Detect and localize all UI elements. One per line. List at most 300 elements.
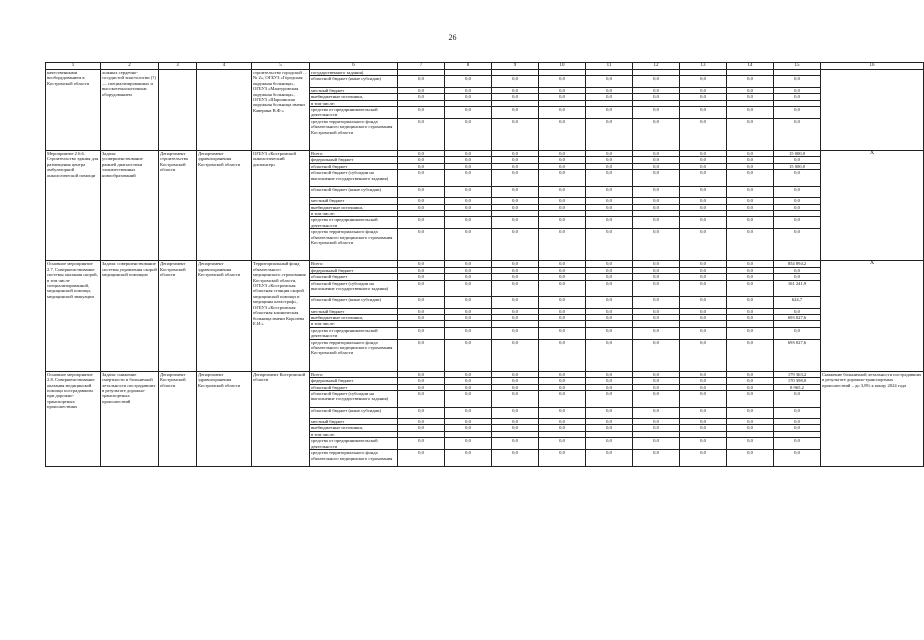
amount-cell: 0,0 bbox=[633, 438, 680, 450]
funding-source-label: местный бюджет bbox=[310, 308, 398, 314]
funding-source-label: государственного задания) bbox=[310, 70, 398, 76]
task-cell: ложных сердечно-сосудистой эпистологии (?) — специализированных и высокотехнологичным оборудованием bbox=[101, 70, 159, 151]
page-number: 26 bbox=[448, 33, 457, 42]
amount-cell: 0,0 bbox=[492, 384, 539, 390]
amount-cell: 0,0 bbox=[633, 261, 680, 267]
amount-cell: 0,0 bbox=[774, 419, 821, 425]
activity-name-cell: качественными вооборудованием в Костромской области bbox=[46, 70, 101, 151]
amount-cell: 0,0 bbox=[680, 76, 727, 87]
amount-cell: 0,0 bbox=[492, 339, 539, 371]
amount-cell: 0,0 bbox=[774, 391, 821, 408]
amount-cell: 0,0 bbox=[633, 371, 680, 377]
amount-cell: 0,0 bbox=[727, 339, 774, 371]
funding-source-label: средства от предпринимательской деятельности bbox=[310, 438, 398, 450]
funding-source-label: областной бюджет (иные субсидии) bbox=[310, 297, 398, 308]
amount-cell: 624,7 bbox=[774, 297, 821, 308]
amount-cell: 0,0 bbox=[680, 107, 727, 119]
funding-source-label: областной бюджет (субсидии на выполнение государственного задания) bbox=[310, 170, 398, 187]
column-number: 1 bbox=[46, 63, 101, 70]
amount-cell: 0,0 bbox=[398, 407, 445, 418]
amount-cell: 0,0 bbox=[492, 118, 539, 150]
amount-cell: 0,0 bbox=[586, 438, 633, 450]
funding-source-label: областной бюджет (субсидии на выполнение государственного задания) bbox=[310, 391, 398, 408]
amount-cell: 0,0 bbox=[633, 391, 680, 408]
amount-cell: 0,0 bbox=[398, 151, 445, 157]
amount-cell: 15 000,0 bbox=[774, 151, 821, 157]
amount-cell: 0,0 bbox=[727, 274, 774, 280]
amount-cell: 0,0 bbox=[586, 157, 633, 163]
amount-cell: 0,0 bbox=[633, 229, 680, 261]
amount-cell: 0,0 bbox=[539, 76, 586, 87]
amount-cell: 0,0 bbox=[492, 204, 539, 210]
amount-cell: 0,0 bbox=[633, 198, 680, 204]
amount-cell: 0,0 bbox=[445, 151, 492, 157]
coexecutor-cell: Департамент здравоохранения Костромской области bbox=[197, 261, 252, 371]
amount-cell: 0,0 bbox=[492, 327, 539, 339]
column-number: 3 bbox=[159, 63, 197, 70]
amount-cell: 0,0 bbox=[586, 151, 633, 157]
amount-cell: 0,0 bbox=[727, 76, 774, 87]
amount-cell: 0,0 bbox=[680, 198, 727, 204]
amount-cell: 0,0 bbox=[586, 378, 633, 384]
amount-cell: 693 027,6 bbox=[774, 339, 821, 371]
funding-source-label: средства от предпринимательской деятельности bbox=[310, 327, 398, 339]
amount-cell: 0,0 bbox=[539, 107, 586, 119]
task-cell: Задача: усовершенствование рамней диагностики злокачественных новообразований bbox=[101, 151, 159, 261]
amount-cell: 0,0 bbox=[539, 198, 586, 204]
amount-cell: 0,0 bbox=[727, 327, 774, 339]
amount-cell: 0,0 bbox=[398, 204, 445, 210]
amount-cell: 0,0 bbox=[586, 118, 633, 150]
task-cell: Задача: совершенствование системы управления скорой медицинской помощью bbox=[101, 261, 159, 371]
expected-result-cell: X bbox=[821, 261, 924, 371]
amount-cell: 0,0 bbox=[539, 407, 586, 418]
amount-cell: 0,0 bbox=[445, 94, 492, 100]
funding-source-label: внебюджетные источники, bbox=[310, 94, 398, 100]
amount-cell: 0,0 bbox=[680, 157, 727, 163]
amount-cell: 0,0 bbox=[727, 280, 774, 297]
amount-cell: 0,0 bbox=[398, 274, 445, 280]
expected-result-cell: Снижение больничной летальности пострадавших в результате дорожно-транспортных происшествий – до 3,8% к концу 2024 года bbox=[821, 371, 924, 466]
amount-cell: 0,0 bbox=[586, 87, 633, 93]
amount-cell: 0,0 bbox=[633, 425, 680, 431]
amount-cell: 0,0 bbox=[774, 107, 821, 119]
participants-cell: строительство городской … № 2», ОГБУЗ «Городская окружная больница», ОГБУЗ «Мантуровская окружная больница», ОГБУЗ «Шарьинская окружная больница имени Каверина В.Ф.» bbox=[252, 70, 310, 151]
amount-cell: 0,0 bbox=[586, 308, 633, 314]
amount-cell: 0,0 bbox=[539, 391, 586, 408]
amount-cell: 0,0 bbox=[774, 450, 821, 467]
amount-cell: 0,0 bbox=[492, 151, 539, 157]
amount-cell: 0,0 bbox=[539, 157, 586, 163]
amount-cell: 0,0 bbox=[680, 315, 727, 321]
funding-source-label: областной бюджет (субсидии на выполнение государственного задания) bbox=[310, 280, 398, 297]
amount-cell: 0,0 bbox=[727, 217, 774, 229]
amount-cell: 0,0 bbox=[492, 371, 539, 377]
amount-cell: 0,0 bbox=[492, 267, 539, 273]
amount-cell: 0,0 bbox=[445, 327, 492, 339]
amount-cell: 0,0 bbox=[492, 425, 539, 431]
amount-cell: 0,0 bbox=[633, 339, 680, 371]
funding-source-label: областной бюджет (иные субсидии) bbox=[310, 186, 398, 197]
amount-cell: 0,0 bbox=[586, 217, 633, 229]
amount-cell: 0,0 bbox=[680, 391, 727, 408]
funding-source-label: областной бюджет (иные субсидии) bbox=[310, 407, 398, 418]
amount-cell: 0,0 bbox=[398, 308, 445, 314]
amount-cell: 0,0 bbox=[539, 438, 586, 450]
amount-cell: 0,0 bbox=[774, 186, 821, 197]
amount-cell: 0,0 bbox=[398, 339, 445, 371]
amount-cell: 0,0 bbox=[398, 384, 445, 390]
amount-cell: 0,0 bbox=[586, 297, 633, 308]
amount-cell: 0,0 bbox=[398, 229, 445, 261]
amount-cell: 0,0 bbox=[727, 118, 774, 150]
amount-cell: 0,0 bbox=[633, 327, 680, 339]
amount-cell: 0,0 bbox=[727, 204, 774, 210]
amount-cell: 0,0 bbox=[586, 315, 633, 321]
amount-cell: 0,0 bbox=[398, 186, 445, 197]
amount-cell: 0,0 bbox=[539, 308, 586, 314]
amount-cell: 0,0 bbox=[586, 267, 633, 273]
amount-cell: 0,0 bbox=[445, 87, 492, 93]
amount-cell: 0,0 bbox=[727, 297, 774, 308]
amount-cell: 0,0 bbox=[492, 229, 539, 261]
amount-cell: 0,0 bbox=[398, 391, 445, 408]
amount-cell: 0,0 bbox=[492, 163, 539, 169]
amount-cell: 0,0 bbox=[492, 87, 539, 93]
amount-cell: 179 363,2 bbox=[774, 371, 821, 377]
amount-cell: 15 000,0 bbox=[774, 163, 821, 169]
amount-cell: 0,0 bbox=[398, 438, 445, 450]
funding-source-label: внебюджетные источники, bbox=[310, 204, 398, 210]
amount-cell: 0,0 bbox=[727, 163, 774, 169]
amount-cell: 8 965,2 bbox=[774, 384, 821, 390]
amount-cell: 0,0 bbox=[633, 107, 680, 119]
amount-cell: 0,0 bbox=[633, 118, 680, 150]
amount-cell: 0,0 bbox=[586, 419, 633, 425]
amount-cell: 0,0 bbox=[445, 170, 492, 187]
amount-cell: 0,0 bbox=[727, 170, 774, 187]
expected-result-cell bbox=[821, 70, 924, 151]
amount-cell: 0,0 bbox=[680, 261, 727, 267]
amount-cell: 0,0 bbox=[680, 378, 727, 384]
funding-source-label: областной бюджет (иные субсидии) bbox=[310, 76, 398, 87]
amount-cell: 0,0 bbox=[680, 327, 727, 339]
amount-cell: 0,0 bbox=[539, 163, 586, 169]
amount-cell: 0,0 bbox=[539, 151, 586, 157]
amount-cell: 0,0 bbox=[774, 94, 821, 100]
amount-cell: 0,0 bbox=[539, 384, 586, 390]
amount-cell: 0,0 bbox=[445, 229, 492, 261]
column-number: 2 bbox=[101, 63, 159, 70]
amount-cell: 0,0 bbox=[680, 217, 727, 229]
participants-cell: Департамент Костромской области bbox=[252, 371, 310, 466]
amount-cell: 0,0 bbox=[445, 107, 492, 119]
column-number: 16 bbox=[821, 63, 924, 70]
amount-cell: 0,0 bbox=[680, 267, 727, 273]
amount-cell: 0,0 bbox=[492, 170, 539, 187]
amount-cell: 0,0 bbox=[492, 280, 539, 297]
funding-source-label: в том числе: bbox=[310, 100, 398, 106]
column-number: 7 bbox=[398, 63, 445, 70]
budget-table bbox=[45, 62, 924, 467]
coexecutor-cell bbox=[197, 70, 252, 151]
amount-cell: 0,0 bbox=[633, 378, 680, 384]
amount-cell: 0,0 bbox=[539, 170, 586, 187]
amount-cell: 0,0 bbox=[727, 261, 774, 267]
amount-cell: 0,0 bbox=[398, 280, 445, 297]
amount-cell: 0,0 bbox=[539, 118, 586, 150]
funding-source-label: средства территориального фонда обязательного медицинского страхования Костромской области bbox=[310, 118, 398, 150]
amount-cell: 0,0 bbox=[586, 280, 633, 297]
amount-cell: 0,0 bbox=[492, 450, 539, 467]
column-number: 15 bbox=[774, 63, 821, 70]
amount-cell: 0,0 bbox=[398, 107, 445, 119]
funding-source-label: средства территориального фонда обязательного медицинского страхования Костромской области bbox=[310, 339, 398, 371]
amount-cell: 0,0 bbox=[727, 315, 774, 321]
amount-cell: 0,0 bbox=[680, 297, 727, 308]
amount-cell: 0,0 bbox=[586, 198, 633, 204]
amount-cell: 0,0 bbox=[586, 384, 633, 390]
amount-cell: 0,0 bbox=[727, 87, 774, 93]
amount-cell: 0,0 bbox=[586, 339, 633, 371]
funding-source-label: местный бюджет bbox=[310, 419, 398, 425]
amount-cell: 0,0 bbox=[727, 186, 774, 197]
funding-source-label: в том числе: bbox=[310, 321, 398, 327]
amount-cell: 0,0 bbox=[539, 327, 586, 339]
amount-cell: 0,0 bbox=[492, 407, 539, 418]
amount-cell: 0,0 bbox=[398, 267, 445, 273]
amount-cell: 0,0 bbox=[680, 425, 727, 431]
amount-cell: 0,0 bbox=[445, 157, 492, 163]
amount-cell: 0,0 bbox=[398, 371, 445, 377]
amount-cell: 0,0 bbox=[633, 450, 680, 467]
amount-cell: 0,0 bbox=[398, 94, 445, 100]
amount-cell: 0,0 bbox=[727, 419, 774, 425]
amount-cell: 0,0 bbox=[633, 384, 680, 390]
amount-cell: 0,0 bbox=[445, 297, 492, 308]
amount-cell: 0,0 bbox=[727, 450, 774, 467]
amount-cell: 0,0 bbox=[633, 94, 680, 100]
amount-cell: 0,0 bbox=[492, 391, 539, 408]
amount-cell: 0,0 bbox=[445, 118, 492, 150]
amount-cell: 0,0 bbox=[492, 157, 539, 163]
amount-cell: 0,0 bbox=[680, 419, 727, 425]
amount-cell: 0,0 bbox=[539, 204, 586, 210]
amount-cell: 0,0 bbox=[680, 280, 727, 297]
amount-cell: 0,0 bbox=[445, 315, 492, 321]
amount-cell: 0,0 bbox=[633, 204, 680, 210]
executor-cell: Департамент Костромской области bbox=[159, 371, 197, 466]
amount-cell: 0,0 bbox=[539, 419, 586, 425]
amount-cell: 0,0 bbox=[633, 274, 680, 280]
amount-cell: 0,0 bbox=[774, 217, 821, 229]
amount-cell: 0,0 bbox=[586, 204, 633, 210]
amount-cell: 0,0 bbox=[774, 308, 821, 314]
amount-cell: 0,0 bbox=[445, 425, 492, 431]
amount-cell: 0,0 bbox=[398, 157, 445, 163]
amount-cell: 0,0 bbox=[398, 76, 445, 87]
amount-cell: 693 027,6 bbox=[774, 315, 821, 321]
amount-cell: 0,0 bbox=[445, 391, 492, 408]
amount-cell: 0,0 bbox=[633, 297, 680, 308]
amount-cell: 0,0 bbox=[633, 308, 680, 314]
coexecutor-cell: Департамент здравоохранения Костромской области bbox=[197, 151, 252, 261]
amount-cell: 0,0 bbox=[539, 229, 586, 261]
amount-cell: 0,0 bbox=[492, 297, 539, 308]
participants-cell: Территориальный фонд обязательного медицинского страхования Костромской области, ОГБУЗ «Костромская областная станция скорой медицинской помощи и медицины катастроф», ОГБУЗ «Костромская областная клиническая больница имени Королева Е.И.» bbox=[252, 261, 310, 371]
funding-source-label: федеральный бюджет bbox=[310, 378, 398, 384]
amount-cell: 0,0 bbox=[398, 315, 445, 321]
amount-cell: 0,0 bbox=[680, 204, 727, 210]
amount-cell: 0,0 bbox=[633, 157, 680, 163]
amount-cell: 0,0 bbox=[727, 267, 774, 273]
amount-cell: 0,0 bbox=[774, 170, 821, 187]
task-cell: Задача: снижение смертности и больничной летальности пострадавших в результате дорожно-транспортных происшествий bbox=[101, 371, 159, 466]
amount-cell: 0,0 bbox=[586, 170, 633, 187]
amount-cell: 0,0 bbox=[774, 267, 821, 273]
amount-cell: 0,0 bbox=[774, 407, 821, 418]
amount-cell: 0,0 bbox=[680, 407, 727, 418]
amount-cell: 0,0 bbox=[727, 407, 774, 418]
amount-cell: 0,0 bbox=[774, 157, 821, 163]
amount-cell: 0,0 bbox=[445, 308, 492, 314]
amount-cell: 0,0 bbox=[680, 163, 727, 169]
funding-source-label: в том числе: bbox=[310, 431, 398, 437]
funding-source-label: средства от предпринимательской деятельности bbox=[310, 217, 398, 229]
amount-cell: 0,0 bbox=[633, 170, 680, 187]
amount-cell: 0,0 bbox=[774, 198, 821, 204]
amount-cell: 0,0 bbox=[727, 157, 774, 163]
funding-source-label: Всего: bbox=[310, 261, 398, 267]
amount-cell: 0,0 bbox=[633, 280, 680, 297]
amount-cell: 0,0 bbox=[680, 151, 727, 157]
amount-cell: 0,0 bbox=[727, 94, 774, 100]
amount-cell: 0,0 bbox=[774, 118, 821, 150]
amount-cell: 0,0 bbox=[727, 229, 774, 261]
amount-cell: 0,0 bbox=[633, 217, 680, 229]
amount-cell: 0,0 bbox=[586, 450, 633, 467]
funding-source-label: средства территориального фонда обязательного медицинского страхования Костромской области bbox=[310, 229, 398, 261]
amount-cell: 0,0 bbox=[633, 87, 680, 93]
amount-cell: 0,0 bbox=[633, 407, 680, 418]
amount-cell: 0,0 bbox=[774, 327, 821, 339]
amount-cell: 0,0 bbox=[398, 425, 445, 431]
executor-cell bbox=[159, 70, 197, 151]
funding-source-label: средства территориального фонда обязательного медицинского страхования bbox=[310, 450, 398, 467]
amount-cell: 0,0 bbox=[539, 378, 586, 384]
column-number: 8 bbox=[445, 63, 492, 70]
column-number: 11 bbox=[586, 63, 633, 70]
funding-source-label: Всего: bbox=[310, 151, 398, 157]
funding-source-label: областной бюджет bbox=[310, 274, 398, 280]
amount-cell: 0,0 bbox=[539, 339, 586, 371]
column-number: 4 bbox=[197, 63, 252, 70]
column-number: 9 bbox=[492, 63, 539, 70]
amount-cell: 0,0 bbox=[398, 327, 445, 339]
executor-cell: Департамент строительства Костромской области bbox=[159, 151, 197, 261]
amount-cell: 0,0 bbox=[445, 339, 492, 371]
amount-cell: 0,0 bbox=[774, 438, 821, 450]
amount-cell: 0,0 bbox=[586, 425, 633, 431]
amount-cell: 0,0 bbox=[586, 327, 633, 339]
funding-source-label: областной бюджет bbox=[310, 384, 398, 390]
amount-cell: 0,0 bbox=[445, 76, 492, 87]
amount-cell: 0,0 bbox=[445, 371, 492, 377]
amount-cell: 0,0 bbox=[398, 419, 445, 425]
expected-result-cell: X bbox=[821, 151, 924, 261]
amount-cell: 0,0 bbox=[633, 315, 680, 321]
amount-cell: 0,0 bbox=[774, 274, 821, 280]
amount-cell: 0,0 bbox=[398, 217, 445, 229]
amount-cell: 0,0 bbox=[539, 274, 586, 280]
amount-cell: 0,0 bbox=[586, 274, 633, 280]
amount-cell: 0,0 bbox=[774, 229, 821, 261]
amount-cell: 0,0 bbox=[539, 280, 586, 297]
amount-cell: 0,0 bbox=[727, 308, 774, 314]
amount-cell: 0,0 bbox=[727, 391, 774, 408]
amount-cell: 0,0 bbox=[445, 450, 492, 467]
amount-cell: 0,0 bbox=[680, 339, 727, 371]
amount-cell: 0,0 bbox=[727, 384, 774, 390]
table-body bbox=[46, 63, 924, 467]
coexecutor-cell: Департамент здравоохранения Костромской области bbox=[197, 371, 252, 466]
funding-source-label: местный бюджет bbox=[310, 87, 398, 93]
amount-cell: 0,0 bbox=[539, 87, 586, 93]
amount-cell: 0,0 bbox=[445, 198, 492, 204]
amount-cell: 0,0 bbox=[633, 186, 680, 197]
amount-cell: 0,0 bbox=[539, 186, 586, 197]
column-number: 14 bbox=[727, 63, 774, 70]
column-number-row bbox=[46, 63, 924, 70]
participants-cell: ОГБУЗ «Костромской онкологический диспансер» bbox=[252, 151, 310, 261]
amount-cell: 0,0 bbox=[633, 267, 680, 273]
amount-cell: 0,0 bbox=[539, 217, 586, 229]
amount-cell: 0,0 bbox=[727, 378, 774, 384]
amount-cell: 0,0 bbox=[539, 267, 586, 273]
amount-cell: 0,0 bbox=[398, 297, 445, 308]
amount-cell: 0,0 bbox=[586, 186, 633, 197]
amount-cell: 0,0 bbox=[492, 274, 539, 280]
amount-cell: 0,0 bbox=[539, 94, 586, 100]
amount-cell: 0,0 bbox=[586, 407, 633, 418]
amount-cell: 0,0 bbox=[727, 438, 774, 450]
amount-cell: 0,0 bbox=[774, 76, 821, 87]
amount-cell: 0,0 bbox=[680, 384, 727, 390]
amount-cell: 0,0 bbox=[398, 378, 445, 384]
funding-source-label: федеральный бюджет bbox=[310, 157, 398, 163]
amount-cell: 0,0 bbox=[492, 419, 539, 425]
amount-cell: 0,0 bbox=[586, 261, 633, 267]
amount-cell: 0,0 bbox=[680, 274, 727, 280]
amount-cell: 0,0 bbox=[492, 76, 539, 87]
amount-cell: 0,0 bbox=[445, 274, 492, 280]
amount-cell: 0,0 bbox=[727, 198, 774, 204]
amount-cell: 0,0 bbox=[445, 163, 492, 169]
amount-cell: 0,0 bbox=[445, 186, 492, 197]
amount-cell: 0,0 bbox=[492, 107, 539, 119]
activity-name-cell: Основное мероприятие 2.7. Совершенствование системы оказания скорой, в том числе специализированной, медицинской помощи, медицинской эвакуации bbox=[46, 261, 101, 371]
amount-cell: 0,0 bbox=[633, 163, 680, 169]
amount-cell: 0,0 bbox=[445, 267, 492, 273]
column-number: 5 bbox=[252, 63, 310, 70]
amount-cell: 0,0 bbox=[398, 261, 445, 267]
amount-cell: 0,0 bbox=[445, 384, 492, 390]
activity-name-cell: Основное мероприятие 2.8. Совершенствование оказания медицинской помощи пострадавшим при дорожно-транспортных происшествиях bbox=[46, 371, 101, 466]
amount-cell: 0,0 bbox=[727, 151, 774, 157]
amount-cell: 0,0 bbox=[774, 87, 821, 93]
amount-cell: 0,0 bbox=[680, 87, 727, 93]
amount-cell: 0,0 bbox=[445, 217, 492, 229]
